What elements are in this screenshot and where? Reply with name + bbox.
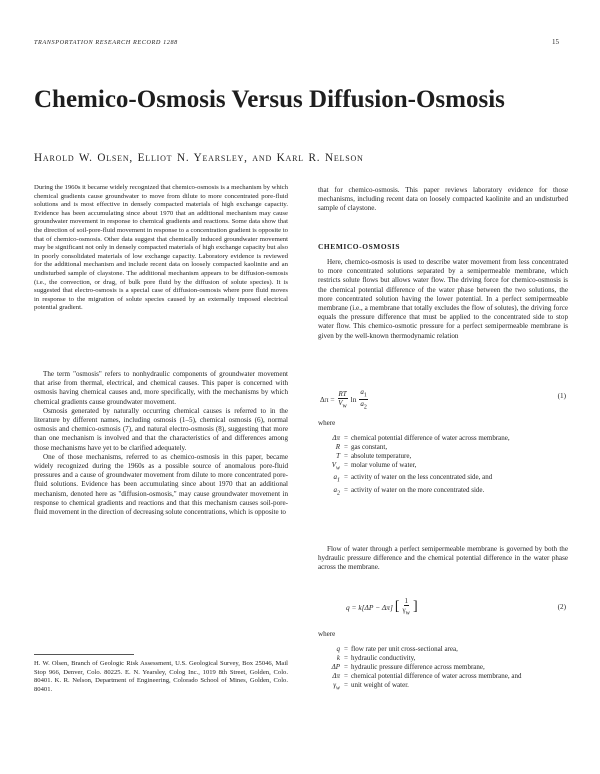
eq1-ln: ln	[350, 395, 357, 405]
body-paragraph: One of those mechanisms, referred to as chemico-osmosis in this paper, became widely recognized during the 1960s as a possible source of anomalous pore-fluid pressures and a cause of groundwater movement from dilute to more concentrated pore-fluid solutions. Evidence has been accumulating since about 1970 that an additional mechanism, denoted here as "diffusion-osmosis," may cause groundwater movement in response to chemical gradients and reactions and that this mechanism causes soil-pore-fluid movement in the direction of decreasing solute concentrations, which is opposite to	[34, 452, 288, 517]
body-paragraph: Here, chemico-osmosis is used to describe water movement from less concentrated to more concentrated solutions separated by a semipermeable membrane, which restricts solute flows but allows water flow. The driving force for chemico-osmosis is the chemical potential difference of the water phase between the two solutions, the more concentrated solution having the lower potential. In a perfect semipermeable membrane (i.e., a membrane that totally excludes the flow of solutes), the driving force equals the pressure difference that must be applied to the concentrated side to stop water flow. This chemico-osmotic pressure for a perfect semipermeable membrane is given by the well-known thermodynamic relation	[318, 258, 568, 340]
variable-definitions-2	[318, 645, 568, 693]
body-paragraph: The term "osmosis" refers to nonhydraulic components of groundwater movement that arise from thermal, electrical, and chemical causes. This paper is concerned with osmosis having chemical causes and, more specifically, with the mechanisms by which chemical gradients cause groundwater movement.	[34, 370, 288, 406]
running-header: TRANSPORTATION RESEARCH RECORD 1288	[34, 39, 178, 46]
body-paragraph: that for chemico-osmosis. This paper reviews laboratory evidence for those mechanisms, including recent data on loosely compacted kaolinite and an undisturbed sample of claystone.	[318, 186, 568, 213]
definition-row: ΔP = hydraulic pressure difference across membrane,	[331, 663, 485, 671]
definition-row: T = absolute temperature,	[336, 452, 412, 460]
eq2-lhs: q = k[ΔP − Δπ]	[346, 602, 393, 612]
equation-1-number: (1)	[557, 392, 566, 400]
definition-row: $V_w$ = molar volume of water,	[331, 461, 417, 472]
equation-1	[320, 388, 371, 412]
eq1-denominator: $V_w$	[338, 398, 347, 410]
eq2-numerator: 1	[404, 597, 408, 605]
definition-row: $a_2$ = activity of water on the more concentrated side.	[333, 485, 485, 497]
definition-row: k = hydraulic conductivity,	[336, 654, 416, 662]
body-paragraph: Flow of water through a perfect semipermeable membrane is governed by both the hydraulic pressure difference and the chemical potential difference in the water phase across the membrane.	[318, 545, 568, 572]
eq1-activity-ratio	[359, 388, 368, 412]
paper-title: Chemico-Osmosis Versus Diffusion-Osmosis	[34, 86, 505, 113]
definition-row: q = flow rate per unit cross-sectional area,	[336, 645, 458, 653]
eq2-bracket-open: [	[394, 599, 400, 615]
footnote-rule	[34, 654, 134, 655]
eq2-bracket-close: ]	[412, 599, 418, 615]
definition-row: R = gas constant,	[335, 443, 388, 451]
where-label: where	[318, 419, 336, 427]
variable-definitions-1	[318, 434, 568, 498]
flow-paragraph	[318, 545, 568, 573]
where-label: where	[318, 630, 336, 638]
eq1-numerator: RT	[338, 389, 347, 398]
eq1-activity-denominator: $a_2$	[360, 400, 367, 411]
eq2-denominator: $\gamma_w$	[402, 606, 410, 617]
eq1-lhs: Δπ =	[320, 395, 335, 405]
chemico-osmosis-paragraph	[318, 258, 568, 341]
equation-2-number: (2)	[557, 603, 566, 611]
definition-row: Δπ = chemical potential difference of water across membrane,	[332, 434, 510, 442]
right-intro	[318, 186, 568, 214]
abstract	[34, 184, 288, 313]
author-affiliations-footnote: H. W. Olsen, Branch of Geologic Risk Assessment, U.S. Geological Survey, Box 25046, Mail Stop 966, Denver, Colo. 80225. E. N. Yearsley, Colog Inc., 1019 8th Street, Golden, Colo. 80401. K. R. Nelson, Department of Engineering, Colorado School of Mines, Golden, Colo. 80401.	[34, 660, 288, 693]
eq1-activity-numerator: $a_1$	[360, 388, 367, 399]
definition-row: Δπ = chemical potential difference of water across membrane, and	[332, 672, 522, 680]
page-number: 15	[552, 38, 559, 46]
definition-row: $\gamma_w$ = unit weight of water.	[333, 681, 409, 692]
abstract-text: During the 1960s it became widely recognized that chemico-osmosis is a mechanism by which chemical gradients cause groundwater to move from dilute to more concentrated pore-fluid solutions and is most effective in densely compacted materials of high exchange capacity. Evidence has been accumulating since about 1970 that an additional mechanism may cause groundwater movement in response to chemical gradients and reactions. Some data show that the direction of soil-pore-fluid movement in response to a concentration gradient is opposite to that of chemico-osmosis. Other data suggest that chemically induced groundwater movement may be significant not only in densely compacted materials of high exchange capacity but also in poorly consolidated materials of low exchange capacity. Laboratory evidence is reviewed for the additional mechanism and include recent data on loosely compacted kaolinite and an undisturbed sample of claystone. The additional mechanism appears to be diffusion-osmosis (i.e., the convection, or drag, of bulk pore fluid by the diffusion of solute species). It is suggested that electro-osmosis is a special case of diffusion-osmosis where pore fluid moves in response to the migration of solute species caused by an externally imposed electrical potential gradient.	[34, 184, 288, 312]
equation-2	[346, 597, 418, 617]
author-line: Harold W. Olsen, Elliot N. Yearsley, and Karl R. Nelson	[34, 152, 364, 164]
section-heading: CHEMICO-OSMOSIS	[318, 242, 401, 251]
eq2-fraction	[403, 597, 410, 617]
definition-row: $a_1$ = activity of water on the less concentrated side, and	[333, 473, 493, 484]
body-paragraph: Osmosis generated by naturally occurring chemical causes is referred to in the literature by different names, including osmosis (1–5), chemical osmosis (6), normal osmosis and chemico-osmosis (7), and natural electro-osmosis (8), suggesting that more than one mechanism is involved and that the characteristics of and differences among those mechanisms have yet to be clarified adequately.	[34, 406, 288, 452]
left-body	[34, 370, 288, 517]
eq1-fraction	[338, 390, 348, 410]
